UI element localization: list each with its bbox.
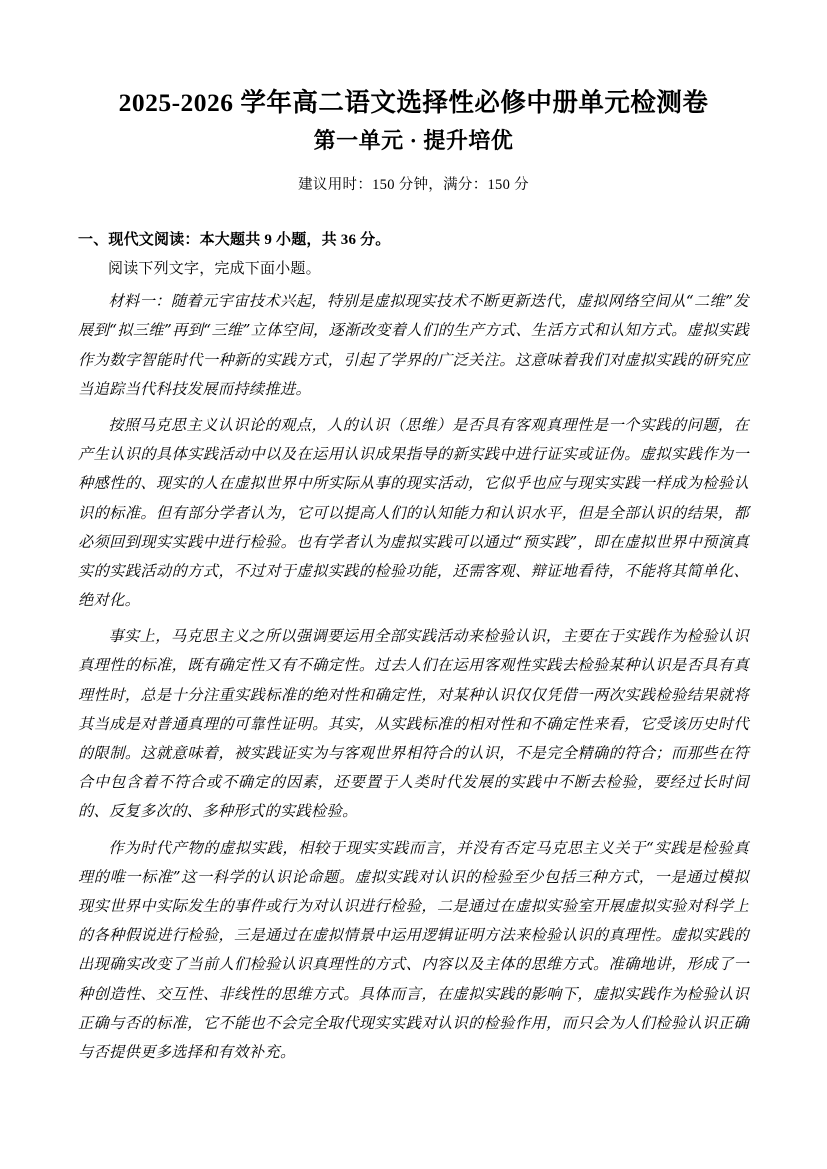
page-subtitle: 第一单元 · 提升培优 [313,128,514,154]
body-paragraph: 事实上，马克思主义之所以强调要运用全部实践活动来检验认识，主要在于实践作为检验认识真理性的标准，既有确定性又有不确定性。过去人们在运用客观性实践去检验某种认识是否具有真理性时，总是十分注重实践标准的绝对性和确定性，对某种认识仅仅凭借一两次实践检验结果就将其当成是对普通真理的可靠性证明。其实，从实践标准的相对性和不确定性来看，它受该历史时代的限制。这就意味着，被实践证实为与客观世界相符合的认识，不是完全精确的符合；而那些在符合中包含着不符合或不确定的因素，还要置于人类时代发展的实践中不断去检验，要经过长时间的、反复多次的、多种形式的实践检验。 [78,627,749,821]
body-paragraph: 按照马克思主义认识论的观点，人的认识（思维）是否具有客观真理性是一个实践的问题，在产生认识的具体实践活动中以及在运用认识成果指导的新实践中进行证实或证伪。虚拟实践作为一种感性的、现实的人在虚拟世界中所实际从事的现实活动，它似乎也应与现实实践一样成为检验认识的标准。但有部分学者认为，它可以提高人们的认知能力和认识水平，但是全部认识的结果，都必须回到现实实践中进行检验。也有学者认为虚拟实践可以通过“预实践”，即在虚拟世界中预演真实的实践活动的方式，不过对于虚拟实践的检验功能，还需客观、辩证地看待，不能将其简单化、绝对化。 [78,415,749,610]
page-title: 2025-2026 学年高二语文选择性必修中册单元检测卷 [118,88,709,117]
reading-instruction: 阅读下列文字，完成下面小题。 [108,261,321,278]
exam-instructions-note: 建议用时：150 分钟，满分：150 分 [298,177,529,194]
body-paragraph: 作为时代产物的虚拟实践，相较于现实实践而言，并没有否定马克思主义关于“实践是检验真理的唯一标准”这一科学的认识论命题。虚拟实践对认识的检验至少包括三种方式，一是通过模拟现实世界中实际发生的事件或行为对认识进行检验，二是通过在虚拟实验室开展虚拟实验对科学上的各种假说进行检验，三是通过在虚拟情景中运用逻辑证明方法来检验认识的真理性。虚拟实践的出现确实改变了当前人们检验认识真理性的方式、内容以及主体的思维方式。准确地讲，形成了一种创造性、交互性、非线性的思维方式。具体而言，在虚拟实践的影响下，虚拟实践作为检验认识正确与否的标准，它不能也不会完全取代现实实践对认识的检验作用，而只会为人们检验认识正确与否提供更多选择和有效补充。 [78,838,749,1061]
section-heading: 一、现代文阅读：本大题共 9 小题，共 36 分。 [78,232,391,249]
body-paragraph: 材料一：随着元宇宙技术兴起，特别是虚拟现实技术不断更新迭代，虚拟网络空间从“二维”发展到“拟三维”再到“三维”立体空间，逐渐改变着人们的生产方式、生活方式和认知方式。虚拟实践作为数字智能时代一种新的实践方式，引起了学界的广泛关注。这意味着我们对虚拟实践的研究应当追踪当代科技发展而持续推进。 [78,292,749,398]
